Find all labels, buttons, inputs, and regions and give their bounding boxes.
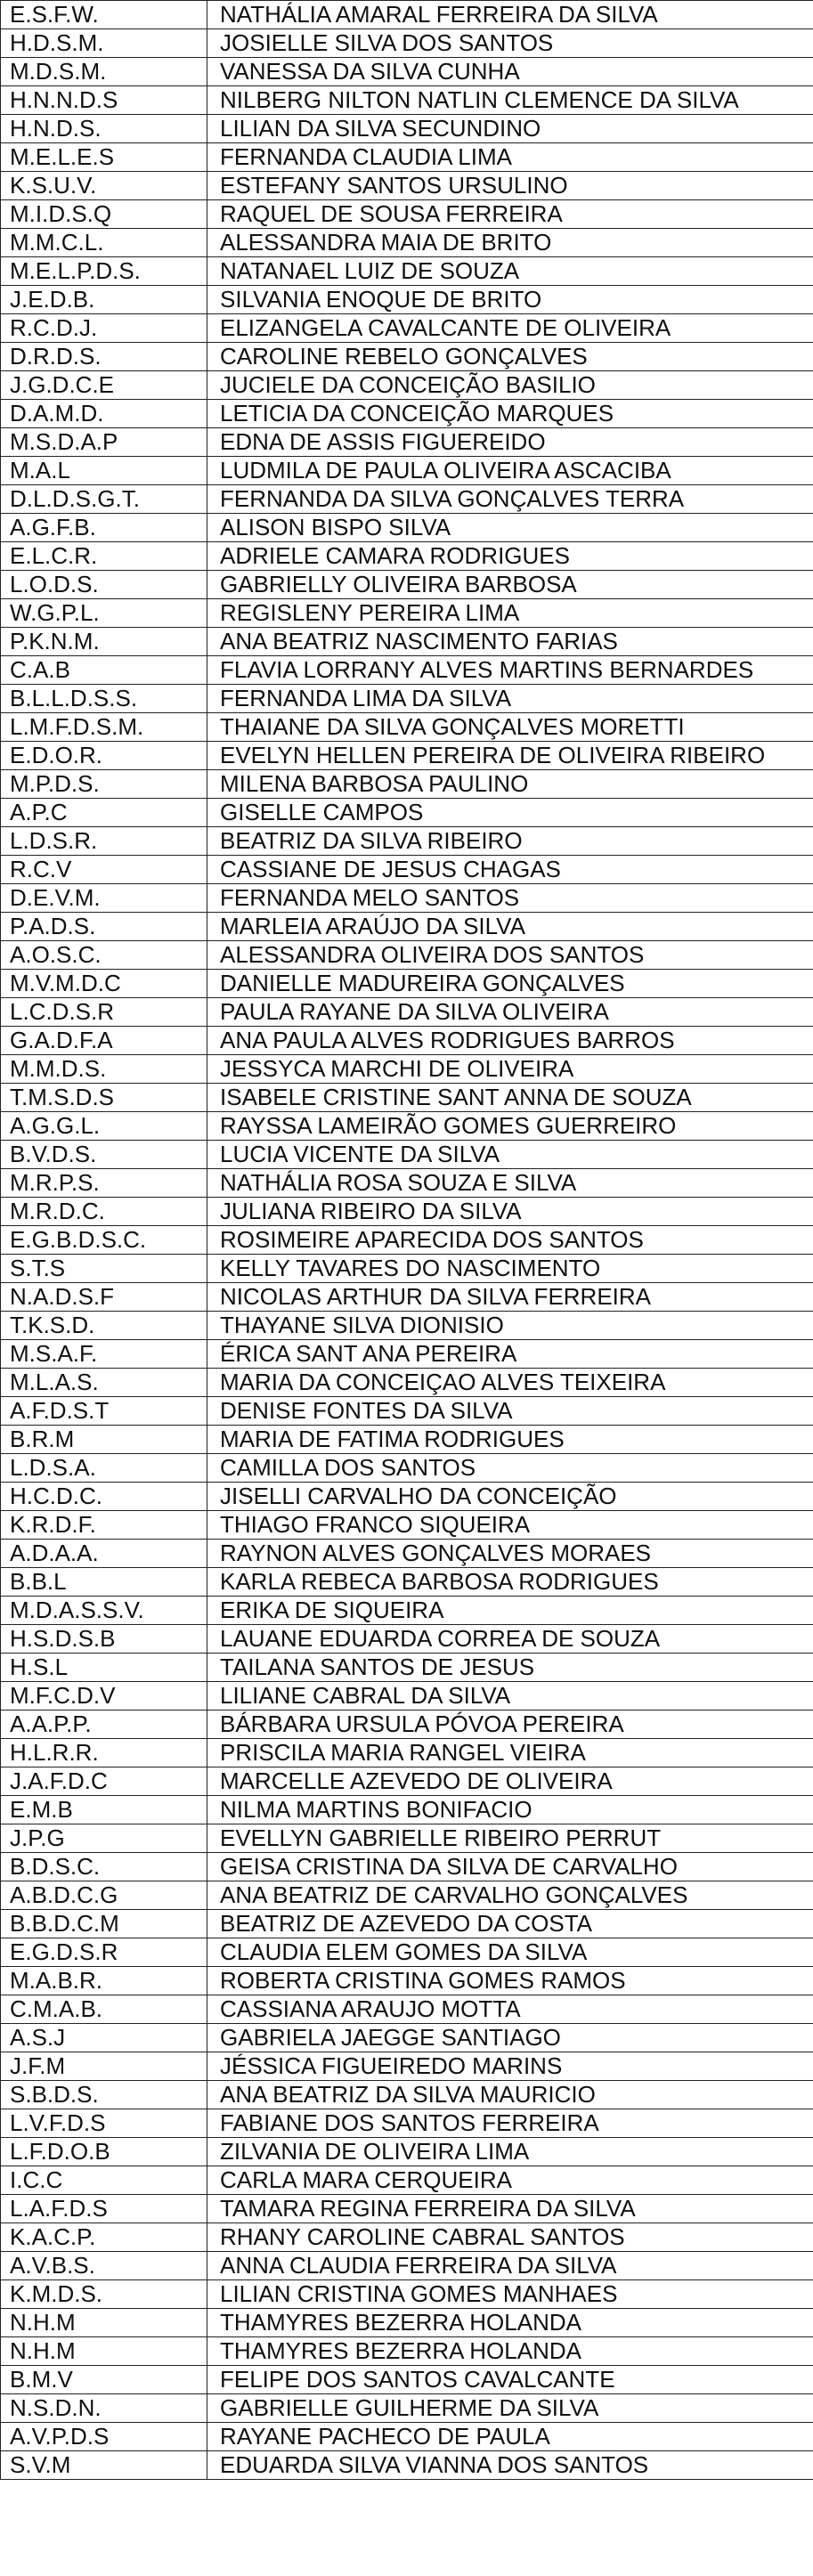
table-row xyxy=(1,257,813,286)
table-row xyxy=(1,115,813,143)
table-row xyxy=(1,1454,813,1483)
code-cell: M.R.D.C. xyxy=(1,1198,207,1226)
code-cell: M.V.M.D.C xyxy=(1,970,207,998)
code-cell: M.S.D.A.P xyxy=(1,428,207,457)
name-cell: RAYANE PACHECO DE PAULA xyxy=(207,2423,813,2451)
code-cell: H.N.D.S. xyxy=(1,115,207,143)
code-cell: C.M.A.B. xyxy=(1,1995,207,2024)
name-cell: MILENA BARBOSA PAULINO xyxy=(207,770,813,799)
name-cell: JÉSSICA FIGUEIREDO MARINS xyxy=(207,2052,813,2081)
code-cell: B.R.M xyxy=(1,1426,207,1454)
table-row xyxy=(1,514,813,542)
code-cell: J.A.F.D.C xyxy=(1,1767,207,1796)
name-cell: MARLEIA ARAÚJO DA SILVA xyxy=(207,913,813,941)
table-row xyxy=(1,2394,813,2423)
name-cell: FERNANDA LIMA DA SILVA xyxy=(207,685,813,713)
table-row xyxy=(1,2309,813,2337)
code-cell: E.G.B.D.S.C. xyxy=(1,1226,207,1255)
name-cell: FLAVIA LORRANY ALVES MARTINS BERNARDES xyxy=(207,656,813,685)
code-cell: E.D.O.R. xyxy=(1,742,207,770)
code-cell: A.P.C xyxy=(1,799,207,827)
table-row xyxy=(1,941,813,970)
name-cell: THAMYRES BEZERRA HOLANDA xyxy=(207,2337,813,2366)
name-cell: JESSYCA MARCHI DE OLIVEIRA xyxy=(207,1055,813,1084)
code-cell: M.S.A.F. xyxy=(1,1340,207,1369)
name-cell: LAUANE EDUARDA CORREA DE SOUZA xyxy=(207,1625,813,1654)
name-cell: JOSIELLE SILVA DOS SANTOS xyxy=(207,29,813,58)
name-cell: MARIA DA CONCEIÇAO ALVES TEIXEIRA xyxy=(207,1369,813,1397)
code-cell: S.B.D.S. xyxy=(1,2081,207,2109)
name-cell: NATHÁLIA AMARAL FERREIRA DA SILVA xyxy=(207,1,813,29)
table-row xyxy=(1,86,813,115)
name-cell: ROSIMEIRE APARECIDA DOS SANTOS xyxy=(207,1226,813,1255)
code-cell: G.A.D.F.A xyxy=(1,1027,207,1055)
name-cell: NILMA MARTINS BONIFACIO xyxy=(207,1796,813,1824)
name-cell: GISELLE CAMPOS xyxy=(207,799,813,827)
table-row xyxy=(1,1483,813,1511)
table-row xyxy=(1,457,813,485)
name-cell: NICOLAS ARTHUR DA SILVA FERREIRA xyxy=(207,1283,813,1312)
table-row xyxy=(1,1,813,29)
name-cell: CAMILLA DOS SANTOS xyxy=(207,1454,813,1483)
table-row xyxy=(1,1654,813,1682)
name-cell: GEISA CRISTINA DA SILVA DE CARVALHO xyxy=(207,1853,813,1881)
code-cell: M.A.B.R. xyxy=(1,1967,207,1995)
name-cell: BEATRIZ DE AZEVEDO DA COSTA xyxy=(207,1910,813,1938)
name-cell: GABRIELA JAEGGE SANTIAGO xyxy=(207,2024,813,2052)
code-cell: W.G.P.L. xyxy=(1,599,207,628)
table-row xyxy=(1,1112,813,1141)
name-cell: RAYNON ALVES GONÇALVES MORAES xyxy=(207,1540,813,1568)
table-row xyxy=(1,1511,813,1540)
name-cell: RAQUEL DE SOUSA FERREIRA xyxy=(207,200,813,229)
table-row xyxy=(1,2366,813,2394)
code-cell: A.A.P.P. xyxy=(1,1711,207,1739)
code-cell: A.V.B.S. xyxy=(1,2252,207,2280)
name-cell: ADRIELE CAMARA RODRIGUES xyxy=(207,542,813,571)
table-row xyxy=(1,314,813,343)
name-cell: CASSIANA ARAUJO MOTTA xyxy=(207,1995,813,2024)
code-cell: L.C.D.S.R xyxy=(1,998,207,1027)
name-cell: KELLY TAVARES DO NASCIMENTO xyxy=(207,1255,813,1283)
code-cell: R.C.V xyxy=(1,856,207,884)
name-cell: FERNANDA CLAUDIA LIMA xyxy=(207,143,813,172)
code-cell: P.K.N.M. xyxy=(1,628,207,656)
table-row xyxy=(1,400,813,428)
table-row xyxy=(1,1767,813,1796)
code-cell: N.H.M xyxy=(1,2309,207,2337)
code-cell: M.M.D.S. xyxy=(1,1055,207,1084)
code-cell: M.D.A.S.S.V. xyxy=(1,1597,207,1625)
code-cell: M.D.S.M. xyxy=(1,58,207,86)
code-cell: K.S.U.V. xyxy=(1,172,207,200)
code-cell: K.R.D.F. xyxy=(1,1511,207,1540)
name-cell: EVELLYN GABRIELLE RIBEIRO PERRUT xyxy=(207,1824,813,1853)
name-cell: BEATRIZ DA SILVA RIBEIRO xyxy=(207,827,813,856)
code-cell: P.A.D.S. xyxy=(1,913,207,941)
code-cell: L.F.D.O.B xyxy=(1,2138,207,2166)
code-cell: A.O.S.C. xyxy=(1,941,207,970)
name-cell: DENISE FONTES DA SILVA xyxy=(207,1397,813,1426)
code-cell: C.A.B xyxy=(1,656,207,685)
table-row xyxy=(1,2138,813,2166)
name-cell: FABIANE DOS SANTOS FERREIRA xyxy=(207,2109,813,2138)
code-cell: H.S.L xyxy=(1,1654,207,1682)
name-cell: ANNA CLAUDIA FERREIRA DA SILVA xyxy=(207,2252,813,2280)
table-row xyxy=(1,1938,813,1967)
name-cell: FELIPE DOS SANTOS CAVALCANTE xyxy=(207,2366,813,2394)
name-cell: THIAGO FRANCO SIQUEIRA xyxy=(207,1511,813,1540)
code-cell: S.T.S xyxy=(1,1255,207,1283)
table-row xyxy=(1,343,813,371)
code-cell: J.F.M xyxy=(1,2052,207,2081)
name-cell: PRISCILA MARIA RANGEL VIEIRA xyxy=(207,1739,813,1767)
table-row xyxy=(1,2337,813,2366)
table-row xyxy=(1,1597,813,1625)
table-row xyxy=(1,1910,813,1938)
name-cell: THAIANE DA SILVA GONÇALVES MORETTI xyxy=(207,713,813,742)
table-body xyxy=(1,1,813,2480)
name-cell: TAILANA SANTOS DE JESUS xyxy=(207,1654,813,1682)
table-row xyxy=(1,1881,813,1910)
name-cell: LUDMILA DE PAULA OLIVEIRA ASCACIBA xyxy=(207,457,813,485)
name-cell: VANESSA DA SILVA CUNHA xyxy=(207,58,813,86)
name-cell: ERIKA DE SIQUEIRA xyxy=(207,1597,813,1625)
code-cell: N.S.D.N. xyxy=(1,2394,207,2423)
code-cell: M.E.L.E.S xyxy=(1,143,207,172)
code-cell: A.F.D.S.T xyxy=(1,1397,207,1426)
name-cell: ANA BEATRIZ DA SILVA MAURICIO xyxy=(207,2081,813,2109)
table-row xyxy=(1,2195,813,2223)
name-cell: JISELLI CARVALHO DA CONCEIÇÃO xyxy=(207,1483,813,1511)
name-cell: NILBERG NILTON NATLIN CLEMENCE DA SILVA xyxy=(207,86,813,115)
name-cell: ALISON BISPO SILVA xyxy=(207,514,813,542)
table-row xyxy=(1,2024,813,2052)
code-cell: A.V.P.D.S xyxy=(1,2423,207,2451)
name-cell: BÁRBARA URSULA PÓVOA PEREIRA xyxy=(207,1711,813,1739)
table-row xyxy=(1,1055,813,1084)
name-cell: ALESSANDRA OLIVEIRA DOS SANTOS xyxy=(207,941,813,970)
name-cell: MARCELLE AZEVEDO DE OLIVEIRA xyxy=(207,1767,813,1796)
name-cell: CLAUDIA ELEM GOMES DA SILVA xyxy=(207,1938,813,1967)
code-cell: K.A.C.P. xyxy=(1,2223,207,2252)
code-cell: L.D.S.R. xyxy=(1,827,207,856)
name-cell: NATANAEL LUIZ DE SOUZA xyxy=(207,257,813,286)
name-cell: RAYSSA LAMEIRÃO GOMES GUERREIRO xyxy=(207,1112,813,1141)
code-cell: D.E.V.M. xyxy=(1,884,207,913)
name-cell: ESTEFANY SANTOS URSULINO xyxy=(207,172,813,200)
table-row xyxy=(1,143,813,172)
name-cell: JUCIELE DA CONCEIÇÃO BASILIO xyxy=(207,371,813,400)
code-cell: N.H.M xyxy=(1,2337,207,2366)
code-cell: A.D.A.A. xyxy=(1,1540,207,1568)
code-cell: E.L.C.R. xyxy=(1,542,207,571)
code-cell: L.M.F.D.S.M. xyxy=(1,713,207,742)
table-row xyxy=(1,2166,813,2195)
name-cell: ANA BEATRIZ NASCIMENTO FARIAS xyxy=(207,628,813,656)
table-row xyxy=(1,2423,813,2451)
name-cell: FERNANDA DA SILVA GONÇALVES TERRA xyxy=(207,485,813,514)
table-row xyxy=(1,542,813,571)
code-cell: M.A.L xyxy=(1,457,207,485)
table-row xyxy=(1,172,813,200)
name-cell: JULIANA RIBEIRO DA SILVA xyxy=(207,1198,813,1226)
code-cell: A.S.J xyxy=(1,2024,207,2052)
code-cell: B.V.D.S. xyxy=(1,1141,207,1169)
table-row xyxy=(1,1711,813,1739)
table-row xyxy=(1,799,813,827)
table-row xyxy=(1,1540,813,1568)
name-cell: CAROLINE REBELO GONÇALVES xyxy=(207,343,813,371)
table-row xyxy=(1,1967,813,1995)
name-cell: MARIA DE FATIMA RODRIGUES xyxy=(207,1426,813,1454)
table-row xyxy=(1,656,813,685)
name-cell: THAMYRES BEZERRA HOLANDA xyxy=(207,2309,813,2337)
table-row xyxy=(1,1084,813,1112)
name-cell: KARLA REBECA BARBOSA RODRIGUES xyxy=(207,1568,813,1597)
table-row xyxy=(1,29,813,58)
code-cell: B.M.V xyxy=(1,2366,207,2394)
name-cell: ISABELE CRISTINE SANT ANNA DE SOUZA xyxy=(207,1084,813,1112)
table-row xyxy=(1,1369,813,1397)
name-cell: CARLA MARA CERQUEIRA xyxy=(207,2166,813,2195)
table-row xyxy=(1,2280,813,2309)
code-cell: M.M.C.L. xyxy=(1,229,207,257)
name-cell: NATHÁLIA ROSA SOUZA E SILVA xyxy=(207,1169,813,1198)
code-cell: M.P.D.S. xyxy=(1,770,207,799)
code-cell: R.C.D.J. xyxy=(1,314,207,343)
name-cell: CASSIANE DE JESUS CHAGAS xyxy=(207,856,813,884)
name-cell: REGISLENY PEREIRA LIMA xyxy=(207,599,813,628)
table-row xyxy=(1,628,813,656)
table-row xyxy=(1,2052,813,2081)
table-row xyxy=(1,485,813,514)
code-cell: E.S.F.W. xyxy=(1,1,207,29)
table-row xyxy=(1,200,813,229)
table-row xyxy=(1,1226,813,1255)
code-cell: M.I.D.S.Q xyxy=(1,200,207,229)
code-cell: A.G.G.L. xyxy=(1,1112,207,1141)
name-cell: ZILVANIA DE OLIVEIRA LIMA xyxy=(207,2138,813,2166)
table-row xyxy=(1,58,813,86)
code-cell: K.M.D.S. xyxy=(1,2280,207,2309)
table-row xyxy=(1,1568,813,1597)
table-row xyxy=(1,371,813,400)
code-cell: H.D.S.M. xyxy=(1,29,207,58)
code-cell: D.A.M.D. xyxy=(1,400,207,428)
name-cell: GABRIELLE GUILHERME DA SILVA xyxy=(207,2394,813,2423)
table-row xyxy=(1,1824,813,1853)
code-cell: T.K.S.D. xyxy=(1,1312,207,1340)
table-row xyxy=(1,1198,813,1226)
table-row xyxy=(1,970,813,998)
table-row xyxy=(1,770,813,799)
code-cell: H.N.N.D.S xyxy=(1,86,207,115)
name-cell: PAULA RAYANE DA SILVA OLIVEIRA xyxy=(207,998,813,1027)
name-cell: LILIANE CABRAL DA SILVA xyxy=(207,1682,813,1711)
code-cell: H.L.R.R. xyxy=(1,1739,207,1767)
table-row xyxy=(1,913,813,941)
code-cell: E.M.B xyxy=(1,1796,207,1824)
name-cell: ANA BEATRIZ DE CARVALHO GONÇALVES xyxy=(207,1881,813,1910)
table-row xyxy=(1,2081,813,2109)
code-cell: L.V.F.D.S xyxy=(1,2109,207,2138)
code-cell: M.F.C.D.V xyxy=(1,1682,207,1711)
code-cell: E.G.D.S.R xyxy=(1,1938,207,1967)
name-cell: LETICIA DA CONCEIÇÃO MARQUES xyxy=(207,400,813,428)
name-cell: SILVANIA ENOQUE DE BRITO xyxy=(207,286,813,314)
name-cell: LUCIA VICENTE DA SILVA xyxy=(207,1141,813,1169)
table-row xyxy=(1,428,813,457)
table-row xyxy=(1,856,813,884)
code-cell: M.E.L.P.D.S. xyxy=(1,257,207,286)
table-row xyxy=(1,685,813,713)
table-row xyxy=(1,998,813,1027)
table-row xyxy=(1,827,813,856)
name-cell: RHANY CAROLINE CABRAL SANTOS xyxy=(207,2223,813,2252)
name-cell: EDUARDA SILVA VIANNA DOS SANTOS xyxy=(207,2451,813,2480)
table-row xyxy=(1,1739,813,1767)
table-row xyxy=(1,229,813,257)
code-cell: J.G.D.C.E xyxy=(1,371,207,400)
table-row xyxy=(1,1027,813,1055)
table-row xyxy=(1,1853,813,1881)
name-cell: DANIELLE MADUREIRA GONÇALVES xyxy=(207,970,813,998)
code-cell: B.L.L.D.S.S. xyxy=(1,685,207,713)
name-cell: LILIAN CRISTINA GOMES MANHAES xyxy=(207,2280,813,2309)
table-row xyxy=(1,571,813,599)
name-cell: ÉRICA SANT ANA PEREIRA xyxy=(207,1340,813,1369)
name-cell: THAYANE SILVA DIONISIO xyxy=(207,1312,813,1340)
table-row xyxy=(1,1141,813,1169)
code-cell: M.L.A.S. xyxy=(1,1369,207,1397)
code-cell: H.C.D.C. xyxy=(1,1483,207,1511)
table-row xyxy=(1,742,813,770)
table-row xyxy=(1,286,813,314)
table-row xyxy=(1,884,813,913)
name-cell: ROBERTA CRISTINA GOMES RAMOS xyxy=(207,1967,813,1995)
table-row xyxy=(1,2109,813,2138)
code-cell: B.D.S.C. xyxy=(1,1853,207,1881)
name-cell: ANA PAULA ALVES RODRIGUES BARROS xyxy=(207,1027,813,1055)
code-cell: M.R.P.S. xyxy=(1,1169,207,1198)
table-row xyxy=(1,2223,813,2252)
name-cell: GABRIELLY OLIVEIRA BARBOSA xyxy=(207,571,813,599)
table-row xyxy=(1,1426,813,1454)
code-cell: S.V.M xyxy=(1,2451,207,2480)
code-cell: N.A.D.S.F xyxy=(1,1283,207,1312)
code-cell: L.A.F.D.S xyxy=(1,2195,207,2223)
table-row xyxy=(1,2252,813,2280)
code-cell: H.S.D.S.B xyxy=(1,1625,207,1654)
table-row xyxy=(1,1682,813,1711)
table-row xyxy=(1,1169,813,1198)
name-cell: FERNANDA MELO SANTOS xyxy=(207,884,813,913)
table-row xyxy=(1,1397,813,1426)
table-row xyxy=(1,1340,813,1369)
table-row xyxy=(1,599,813,628)
code-cell: B.B.D.C.M xyxy=(1,1910,207,1938)
table-row xyxy=(1,1312,813,1340)
code-cell: L.D.S.A. xyxy=(1,1454,207,1483)
code-cell: A.B.D.C.G xyxy=(1,1881,207,1910)
name-cell: EDNA DE ASSIS FIGUEREIDO xyxy=(207,428,813,457)
code-cell: A.G.F.B. xyxy=(1,514,207,542)
code-cell: J.P.G xyxy=(1,1824,207,1853)
table-row xyxy=(1,1625,813,1654)
name-cell: LILIAN DA SILVA SECUNDINO xyxy=(207,115,813,143)
table-row xyxy=(1,713,813,742)
code-cell: B.B.L xyxy=(1,1568,207,1597)
name-cell: TAMARA REGINA FERREIRA DA SILVA xyxy=(207,2195,813,2223)
table-row xyxy=(1,2451,813,2480)
name-cell: ELIZANGELA CAVALCANTE DE OLIVEIRA xyxy=(207,314,813,343)
table-row xyxy=(1,1283,813,1312)
table-row xyxy=(1,1255,813,1283)
name-cell: EVELYN HELLEN PEREIRA DE OLIVEIRA RIBEIRO xyxy=(207,742,813,770)
table-row xyxy=(1,1995,813,2024)
code-cell: L.O.D.S. xyxy=(1,571,207,599)
code-cell: D.L.D.S.G.T. xyxy=(1,485,207,514)
table-row xyxy=(1,1796,813,1824)
code-cell: J.E.D.B. xyxy=(1,286,207,314)
code-cell: I.C.C xyxy=(1,2166,207,2195)
code-cell: T.M.S.D.S xyxy=(1,1084,207,1112)
code-cell: D.R.D.S. xyxy=(1,343,207,371)
name-cell: ALESSANDRA MAIA DE BRITO xyxy=(207,229,813,257)
